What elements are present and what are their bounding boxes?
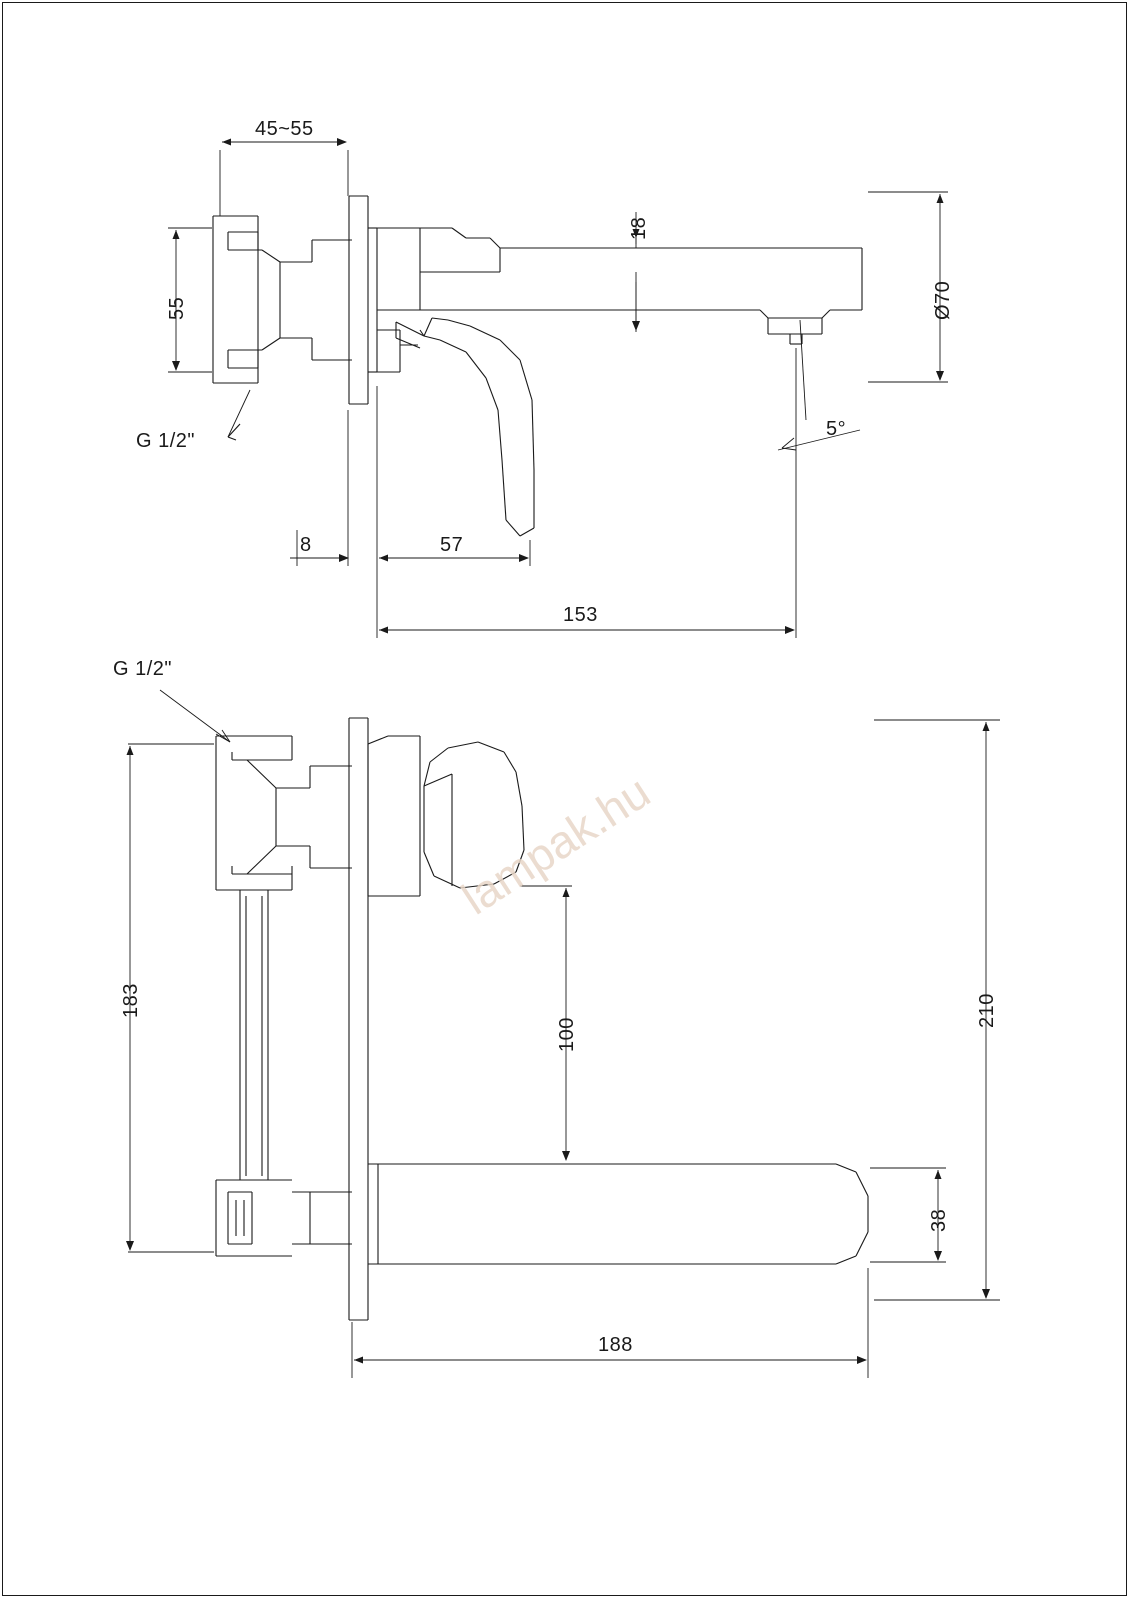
dimension-label-183: 183	[120, 983, 142, 1018]
thread-label-top: G 1/2"	[136, 430, 196, 452]
dimension-label-45-55: 45~55	[255, 118, 314, 140]
dimension-label-55: 55	[166, 296, 188, 320]
dimension-label-100: 100	[556, 1017, 578, 1052]
dimension-label-210: 210	[976, 993, 998, 1028]
dimension-label-18: 18	[628, 216, 650, 240]
dimension-label-8: 8	[300, 534, 312, 556]
dimension-label-57: 57	[440, 534, 464, 556]
top-view-geometry	[213, 196, 862, 536]
dimension-label-38: 38	[928, 1208, 950, 1232]
dimension-label-153: 153	[563, 604, 598, 626]
dimension-label-5-deg: 5°	[826, 418, 847, 440]
watermark: lampak.hu	[452, 765, 659, 925]
thread-label-front: G 1/2"	[113, 658, 173, 680]
dimension-label-188: 188	[598, 1334, 633, 1356]
front-view-geometry	[216, 718, 868, 1320]
top-view-dimensions	[168, 142, 948, 638]
dimension-label-diameter-70: Ø70	[932, 280, 954, 320]
